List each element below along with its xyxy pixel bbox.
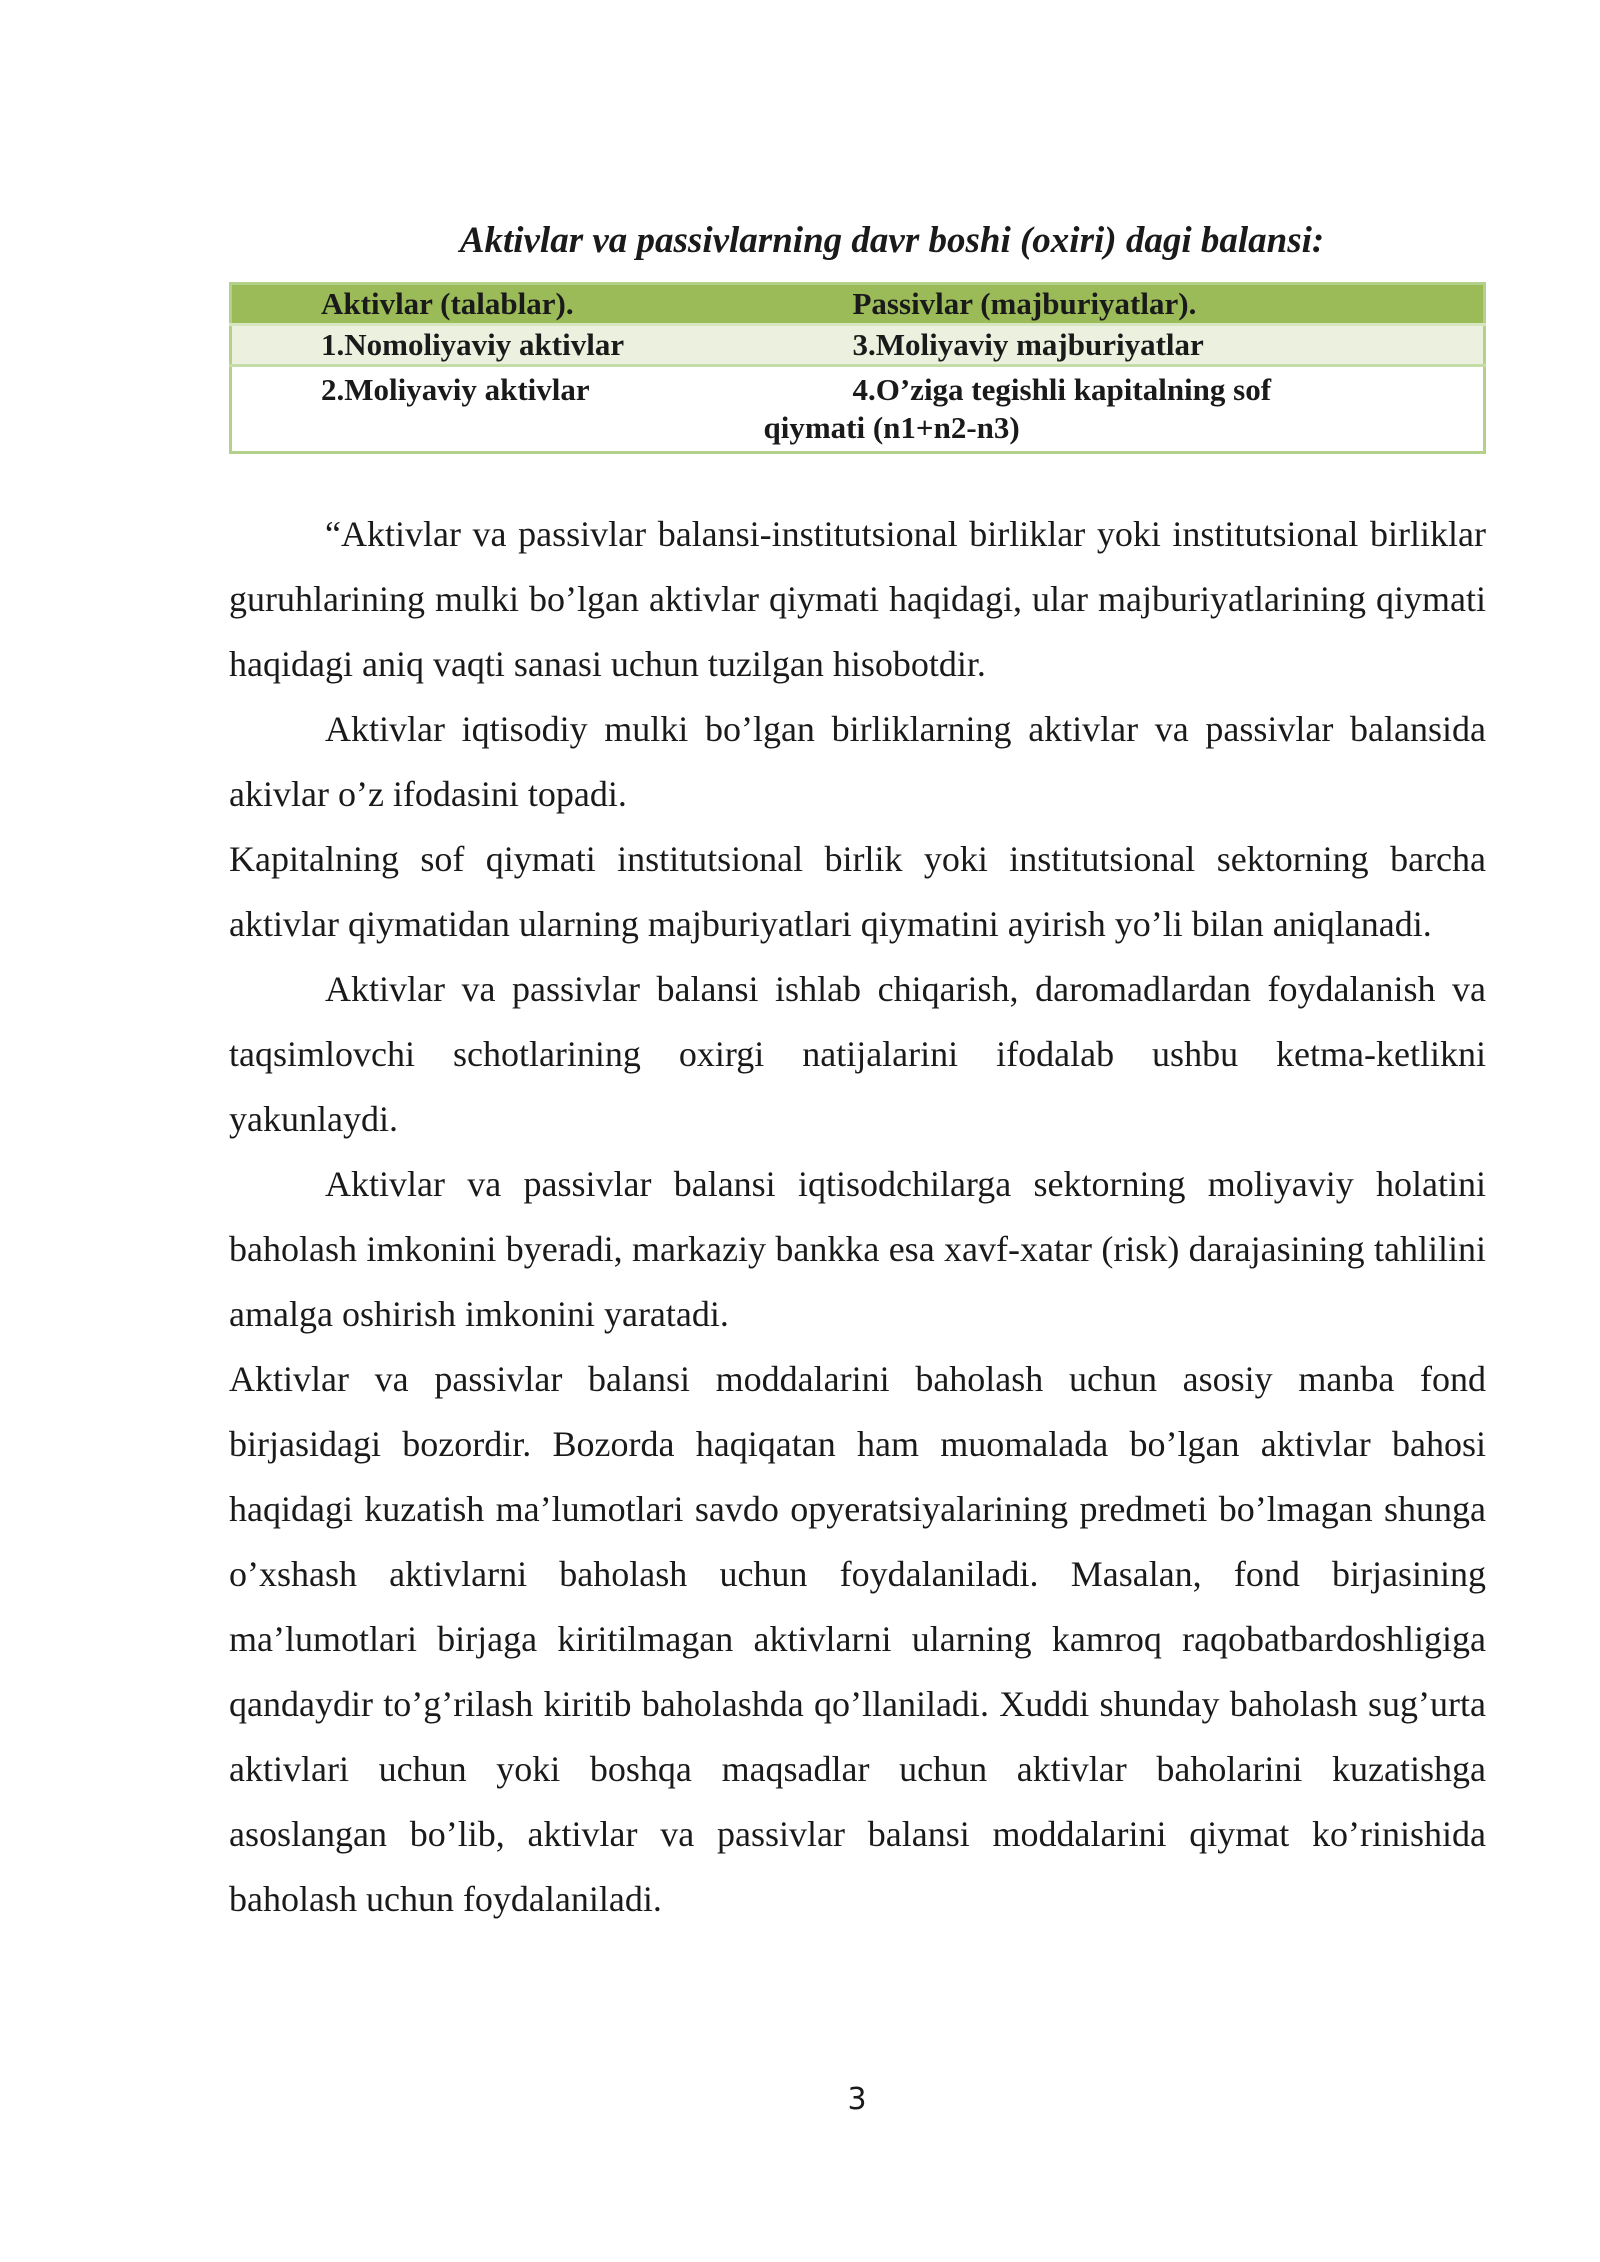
- balance-table: [229, 282, 1486, 454]
- paragraph: “Aktivlar va passivlar balansi-institutsional birliklar yoki institutsional birliklar guruhlarining mulki bo’lgan aktivlar qiymati haqidagi, ular majburiyatlarining qiymati haqidagi aniq vaqti sanasi uchun tuzilgan hisobotdir.: [229, 514, 1486, 684]
- section-title: Aktivlar va passivlarning davr boshi (oxiri) dagi balansi:: [459, 220, 1325, 261]
- paragraph: Aktivlar va passivlar balansi moddalarini baholash uchun asosiy manba fond birjasidagi bozordir. Bozorda haqiqatan ham muomalada bo’lgan aktivlar bahosi haqidagi kuzatish ma’lumotlari savdo opyeratsiyalarining predmeti bo’lmagan shunga o’xshash aktivlarni baholash uchun foydalaniladi. Masalan, fond birjasining ma’lumotlari birjaga kiritilmagan aktivlarni ularning kamroq raqobatbardoshligiga qandaydir to’g’rilash kiritib baholashda qo’llaniladi. Xuddi shunday baholash sug’urta aktivlari uchun yoki boshqa maqsadlar uchun aktivlar baholarini kuzatishga asoslangan bo’lib, aktivlar va passivlar balansi moddalarini qiymat ko’rinishida baholash uchun foydalaniladi.: [229, 1359, 1486, 1919]
- header-liabilities: Passivlar (majburiyatlar).: [853, 284, 1485, 325]
- body-text: [229, 502, 1486, 1932]
- paragraph: Aktivlar iqtisodiy mulki bo’lgan birliklarning aktivlar va passivlar balansida akivlar o’z ifodasini topadi.: [229, 709, 1486, 814]
- table-row: [231, 366, 1485, 453]
- paragraph: Kapitalning sof qiymati institutsional birlik yoki institutsional sektorning barcha aktivlar qiymatidan ularning majburiyatlari qiymatini ayirish yo’li bilan aniqlanadi.: [229, 839, 1486, 944]
- table-cell: 2.Moliyaviy aktivlar: [231, 366, 853, 453]
- header-assets: Aktivlar (talablar).: [231, 284, 853, 325]
- table-cell: 3.Moliyaviy majburiyatlar: [853, 325, 1485, 366]
- paragraph: Aktivlar va passivlar balansi ishlab chiqarish, daromadlardan foydalanish va taqsimlovchi schotlarining oxirgi natijalarini ifodalab ushbu ketma-ketlikni yakunlaydi.: [229, 969, 1486, 1139]
- table-cell: 1.Nomoliyaviy aktivlar: [231, 325, 853, 366]
- table-cell: [763, 366, 1485, 453]
- page-number: 3: [847, 2082, 867, 2117]
- table-cell-line: qiymati (n1+n2-n3): [763, 410, 1020, 445]
- table-row: [231, 325, 1485, 366]
- table-cell-line: 4.O’ziga tegishli kapitalning sof: [852, 372, 1272, 407]
- paragraph: Aktivlar va passivlar balansi iqtisodchilarga sektorning moliyaviy holatini baholash imkonini byeradi, markaziy bankka esa xavf-xatar (risk) darajasining tahlilini amalga oshirish imkonini yaratadi.: [229, 1164, 1486, 1334]
- table-header-row: [231, 284, 1485, 325]
